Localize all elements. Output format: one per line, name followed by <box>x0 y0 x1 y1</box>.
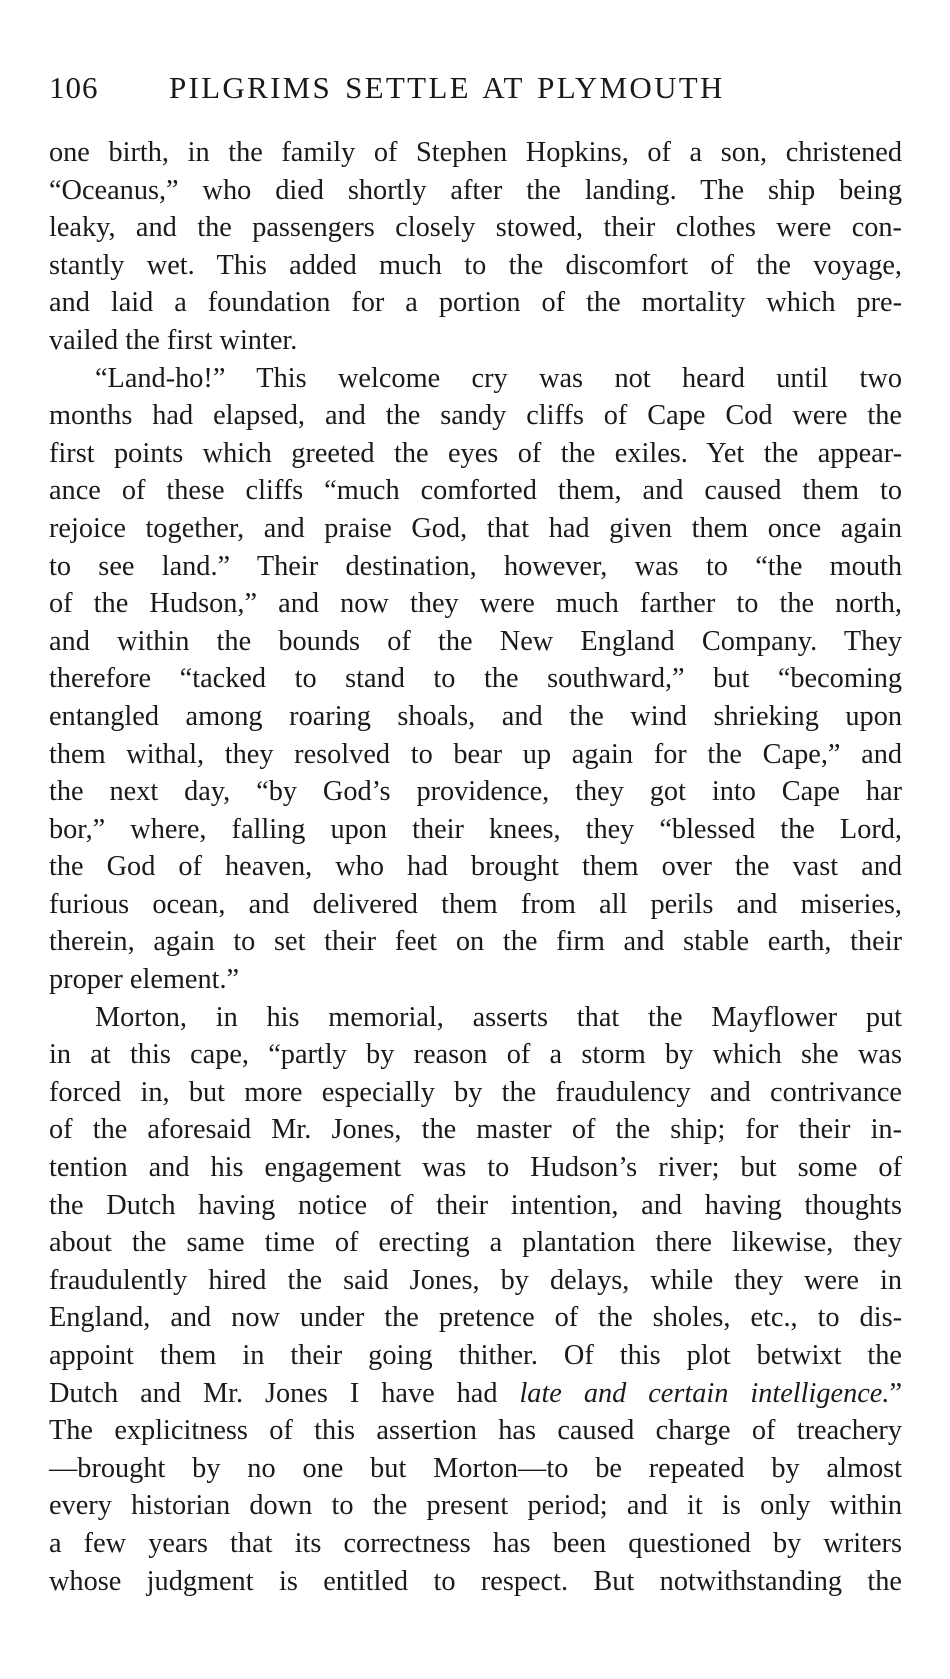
text-line: the next day, “by God’s providence, they got into Cape har <box>49 776 902 808</box>
text-line: them withal, they resolved to bear up again for the Cape,” and <box>49 738 902 770</box>
text-line: proper element.” <box>49 964 240 996</box>
text-line: one birth, in the family of Stephen Hopkins, of a son, christened <box>49 137 902 168</box>
text-run: Dutch and Mr. Jones I have had <box>49 1377 520 1409</box>
text-line: fraudulently hired the said Jones, by delays, while they were in <box>49 1264 902 1296</box>
text-line: whose judgment is entitled to respect. But notwithstanding the <box>49 1565 902 1597</box>
text-line: the God of heaven, who had brought them over the vast and <box>49 851 902 883</box>
page-number: 106 <box>49 70 99 105</box>
text-line: —brought by no one but Morton—to be repeated by almost <box>49 1452 902 1484</box>
book-page <box>49 70 902 1600</box>
body-text <box>49 134 902 1600</box>
text-line: Morton, in his memorial, asserts that the Mayflower put <box>95 1001 902 1033</box>
text-line: bor,” where, falling upon their knees, they “blessed the Lord, <box>49 813 902 845</box>
italic-phrase: late and certain intelligence. <box>519 1377 890 1409</box>
text-line: therein, again to set their feet on the firm and stable earth, their <box>49 926 902 958</box>
text-line: The explicitness of this assertion has caused charge of treachery <box>49 1415 902 1447</box>
text-line: “Land-ho!” This welcome cry was not heard until two <box>95 362 902 394</box>
text-line: and laid a foundation for a portion of the mortality which pre- <box>49 287 902 319</box>
text-line: to see land.” Their destination, however, was to “the mouth <box>49 550 902 582</box>
text-line: about the same time of erecting a plantation there likewise, they <box>49 1227 902 1259</box>
text-line: entangled among roaring shoals, and the wind shrieking upon <box>49 700 902 732</box>
text-line: therefore “tacked to stand to the southward,” but “becoming <box>49 663 902 695</box>
text-line: ance of these cliffs “much comforted them, and caused them to <box>49 475 902 507</box>
text-line: forced in, but more especially by the fraudulency and contrivance <box>49 1076 902 1108</box>
text-line: and within the bounds of the New England Company. They <box>49 625 902 657</box>
text-line: of the aforesaid Mr. Jones, the master of the ship; for their in- <box>49 1114 902 1146</box>
text-line: the Dutch having notice of their intention, and having thoughts <box>49 1189 902 1221</box>
text-line: leaky, and the passengers closely stowed, their clothes were con- <box>49 212 902 244</box>
text-line: appoint them in their going thither. Of this plot betwixt the <box>49 1340 902 1371</box>
text-line-with-italic <box>49 1375 902 1413</box>
text-line: vailed the first winter. <box>49 324 298 356</box>
text-line: stantly wet. This added much to the discomfort of the voyage, <box>49 249 902 281</box>
text-line: every historian down to the present period; and it is only within <box>49 1490 902 1522</box>
running-title: PILGRIMS SETTLE AT PLYMOUTH <box>169 70 725 105</box>
text-line: England, and now under the pretence of the sholes, etc., to dis- <box>49 1302 902 1334</box>
text-line: “Oceanus,” who died shortly after the landing. The ship being <box>49 174 902 206</box>
text-line: rejoice together, and praise God, that had given them once again <box>49 512 902 544</box>
running-head <box>49 70 902 120</box>
text-line: a few years that its correctness has been questioned by writers <box>49 1527 902 1559</box>
text-line: first points which greeted the eyes of the exiles. Yet the appear- <box>49 437 902 469</box>
text-run: ” <box>889 1377 902 1409</box>
text-line: months had elapsed, and the sandy cliffs of Cape Cod were the <box>49 400 902 432</box>
text-line: tention and his engagement was to Hudson’s river; but some of <box>49 1152 902 1184</box>
text-line: furious ocean, and delivered them from all perils and miseries, <box>49 888 902 920</box>
text-line: of the Hudson,” and now they were much farther to the north, <box>49 588 902 620</box>
text-line: in at this cape, “partly by reason of a storm by which she was <box>49 1039 902 1071</box>
